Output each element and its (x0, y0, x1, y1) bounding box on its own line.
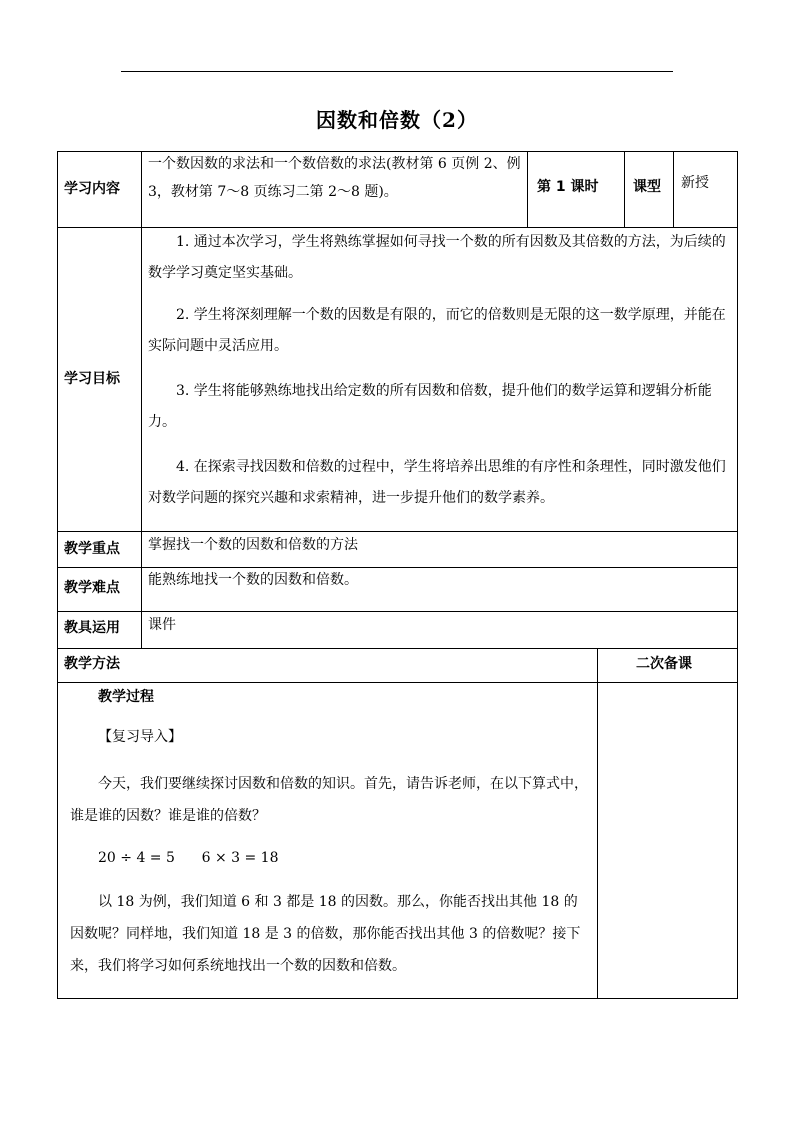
process-paragraph-1: 今天，我们要继续探讨因数和倍数的知识。首先，请告诉老师，在以下算式中，谁是谁的因数？谁是谁的倍数？ (70, 776, 588, 824)
process-paragraph-2: 以 18 为例，我们知道 6 和 3 都是 18 的因数。那么，你能否找出其他 18 的因数呢？同样地，我们知道 18 是 3 的倍数，那你能否找出其他 3 的倍数呢？接下来，我们将学习如何系统地找出一个数的因数和倍数。 (70, 894, 581, 974)
label-teaching-method: 教学方法 (64, 656, 120, 672)
label-teaching-tools: 教具运用 (64, 620, 120, 636)
learning-content-text: 一个数因数的求法和一个数倍数的求法(教材第 6 页例 2、例 3，教材第 7～8 页练习二第 2～8 题)。 (148, 156, 521, 200)
secondary-prep-label: 二次备课 (636, 656, 692, 672)
lesson-type-label: 课型 (633, 179, 661, 195)
goal-item-3: 3. 学生将能够熟练地找出给定数的所有因数和倍数，提升他们的数学运算和逻辑分析能力。 (148, 383, 712, 430)
page-title: 因数和倍数（2） (316, 108, 478, 132)
difficult-points-text: 能熟练地找一个数的因数和倍数。 (148, 572, 358, 588)
key-points-text: 掌握找一个数的因数和倍数的方法 (148, 537, 358, 553)
label-learning-goals: 学习目标 (64, 371, 120, 387)
process-section-review: 【复习导入】 (98, 729, 182, 745)
notes-column-divider (597, 648, 598, 999)
label-difficult-points: 教学难点 (64, 580, 120, 596)
process-heading: 教学过程 (98, 689, 154, 705)
label-column-divider (141, 151, 142, 648)
process-formula: 20 ÷ 4 = 5 6 × 3 = 18 (98, 850, 279, 866)
teaching-tools-text: 课件 (148, 617, 176, 633)
goal-item-4: 4. 在探索寻找因数和倍数的过程中，学生将培养出思维的有序性和条理性，同时激发他们对数学问题的探究兴趣和求索精神，进一步提升他们的数学素养。 (148, 459, 726, 506)
column-divider (624, 151, 625, 227)
lesson-number: 第 1 课时 (537, 179, 599, 195)
lesson-type-value: 新授 (681, 175, 709, 191)
label-key-points: 教学重点 (64, 541, 120, 557)
goal-item-1: 1. 通过本次学习，学生将熟练掌握如何寻找一个数的所有因数及其倍数的方法，为后续的数学学习奠定坚实基础。 (148, 234, 726, 281)
header-rule (121, 71, 673, 72)
goal-item-2: 2. 学生将深刻理解一个数的因数是有限的，而它的倍数则是无限的这一数学原理，并能在实际问题中灵活应用。 (148, 307, 726, 354)
row-divider (57, 682, 738, 683)
row-divider (57, 648, 738, 649)
column-divider (527, 151, 528, 227)
label-learning-content: 学习内容 (64, 181, 120, 197)
column-divider (673, 151, 674, 227)
